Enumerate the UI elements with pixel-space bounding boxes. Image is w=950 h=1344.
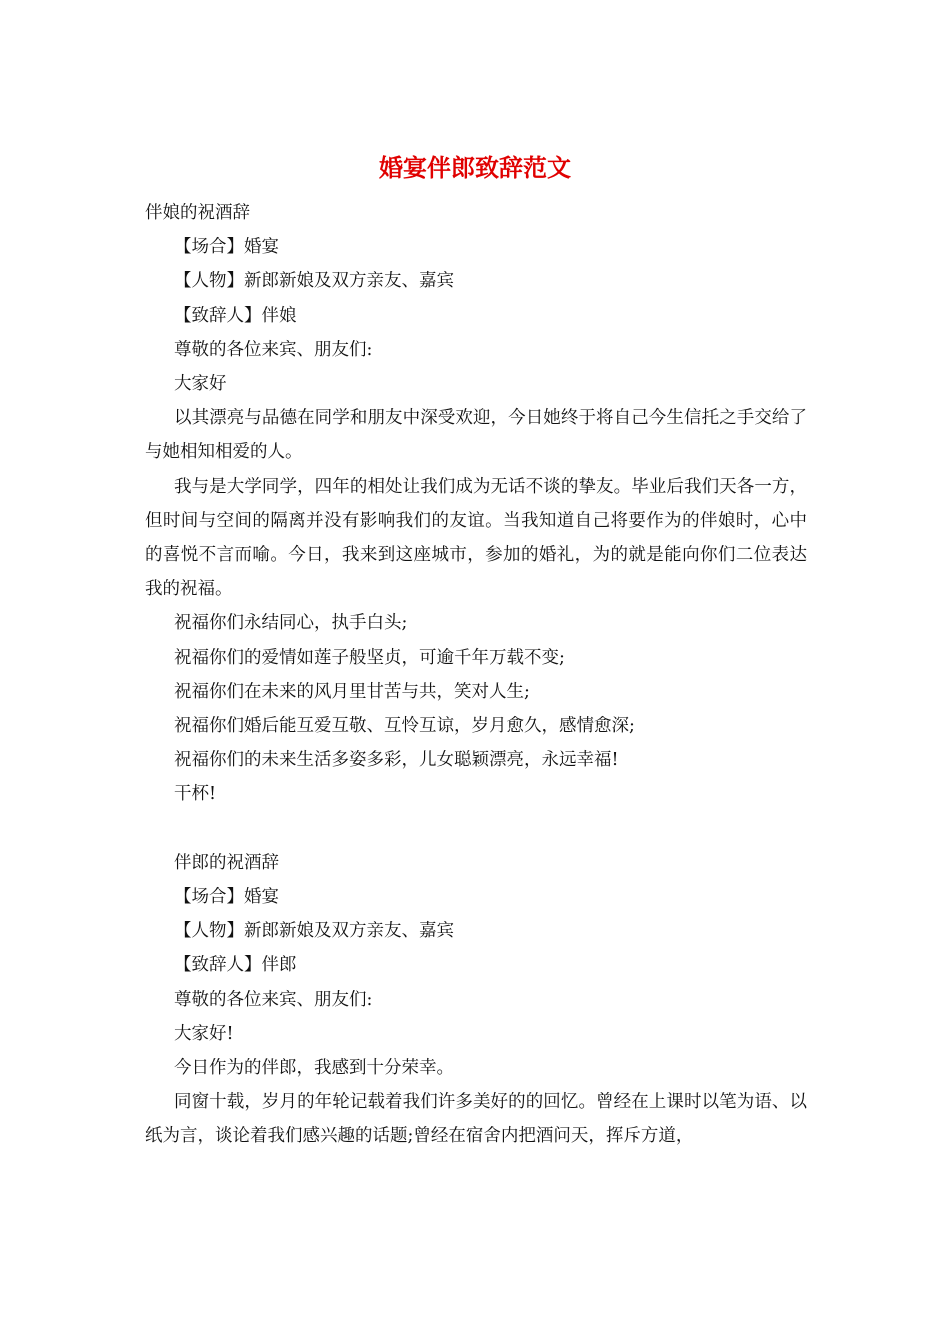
paragraph: 祝福你们在未来的风月里甘苦与共，笑对人生; (174, 681, 530, 702)
paragraph: 祝福你们的未来生活多姿多彩，儿女聪颖漂亮，永远幸福! (174, 750, 619, 771)
paragraph: 干杯! (174, 784, 217, 805)
paragraph: 伴郎的祝酒辞 (174, 852, 279, 873)
paragraph: 【人物】新郎新娘及双方亲友、嘉宾 (174, 921, 454, 942)
paragraph: 今日作为的伴郎，我感到十分荣幸。 (174, 1058, 454, 1079)
paragraph: 我与是大学同学，四年的相处让我们成为无话不谈的挚友。毕业后我们天各一方，但时间与空间的隔离并没有影响我们的友谊。当我知道自己将要作为的伴娘时，心中的喜悦不言而喻。今日，我来到这座城市，参加的婚礼，为的就是能向你们二位表达我的祝福。 (145, 476, 807, 600)
paragraph: 祝福你们的爱情如莲子般坚贞，可逾千年万载不变; (174, 647, 565, 668)
paragraph: 【致辞人】伴娘 (174, 305, 297, 326)
paragraph: 祝福你们永结同心，执手白头; (174, 613, 408, 634)
paragraph: 【人物】新郎新娘及双方亲友、嘉宾 (174, 271, 454, 292)
paragraph: 【场合】婚宴 (174, 887, 279, 908)
paragraph: 以其漂亮与品德在同学和朋友中深受欢迎，今日她终于将自己今生信托之手交给了与她相知相爱的人。 (145, 408, 807, 463)
paragraph: 【场合】婚宴 (174, 237, 279, 258)
paragraph: 祝福你们婚后能互爱互敬、互怜互谅，岁月愈久，感情愈深; (174, 716, 635, 737)
paragraph: 尊敬的各位来宾、朋友们: (174, 989, 373, 1010)
document-title: 婚宴伴郎致辞范文 (379, 153, 571, 182)
paragraph: 伴娘的祝酒辞 (145, 203, 250, 223)
blank-line (145, 812, 807, 846)
paragraph: 大家好 (174, 374, 227, 395)
paragraph: 同窗十载，岁月的年轮记载着我们许多美好的的回忆。曾经在上课时以笔为语、以纸为言，谈论着我们感兴趣的话题;曾经在宿舍内把酒问天，挥斥方道， (145, 1092, 807, 1147)
paragraph: 【致辞人】伴郎 (174, 955, 297, 976)
paragraph: 大家好! (174, 1023, 234, 1044)
paragraph: 尊敬的各位来宾、朋友们: (174, 339, 373, 360)
document-body (145, 196, 807, 1154)
